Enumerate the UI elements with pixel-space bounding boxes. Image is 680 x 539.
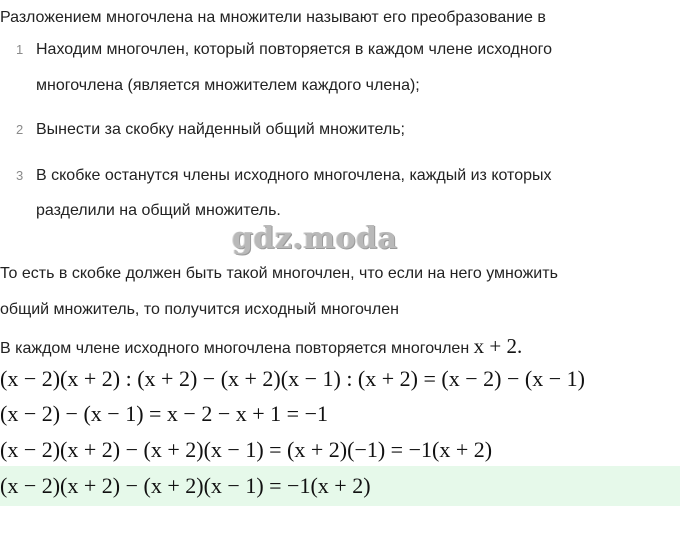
observation-text: В каждом члене исходного многочлена повторяется многочлен <box>0 340 470 357</box>
watermark-logo: gdz.moda <box>232 221 398 256</box>
step-number: 3 <box>16 168 24 183</box>
step-text: В скобке останутся члены исходного многочлена, каждый из которых <box>36 167 552 184</box>
explanation-text-continued: общий множитель, то получится исходный многочлен <box>0 301 399 318</box>
explanation-text: То есть в скобке должен быть такой многочлен, что если на него умножить <box>0 265 558 282</box>
equation-line: (x − 2)(x + 2) − (x + 2)(x − 1) = (x + 2)(−1) = −1(x + 2) <box>0 437 493 462</box>
equation-line: (x − 2) − (x − 1) = x − 2 − x + 1 = −1 <box>0 401 328 426</box>
observation-math: x + 2. <box>473 334 523 358</box>
step-text-continued: разделили на общий множитель. <box>36 202 281 219</box>
equation-line: (x − 2)(x + 2) : (x + 2) − (x + 2)(x − 1) : (x + 2) = (x − 2) − (x − 1) <box>0 366 585 391</box>
step-text: Находим многочлен, который повторяется в каждом члене исходного <box>36 41 553 58</box>
step-text: Вынести за скобку найденный общий множитель; <box>36 121 405 138</box>
intro-text: Разложением многочлена на множители называют его преобразование в <box>0 9 546 26</box>
step-number: 2 <box>16 122 24 137</box>
step-number: 1 <box>16 42 24 57</box>
answer-equation: (x − 2)(x + 2) − (x + 2)(x − 1) = −1(x + 2) <box>0 473 371 498</box>
observation-line <box>0 334 522 361</box>
step-text-continued: многочлена (является множителем каждого члена); <box>36 77 420 94</box>
